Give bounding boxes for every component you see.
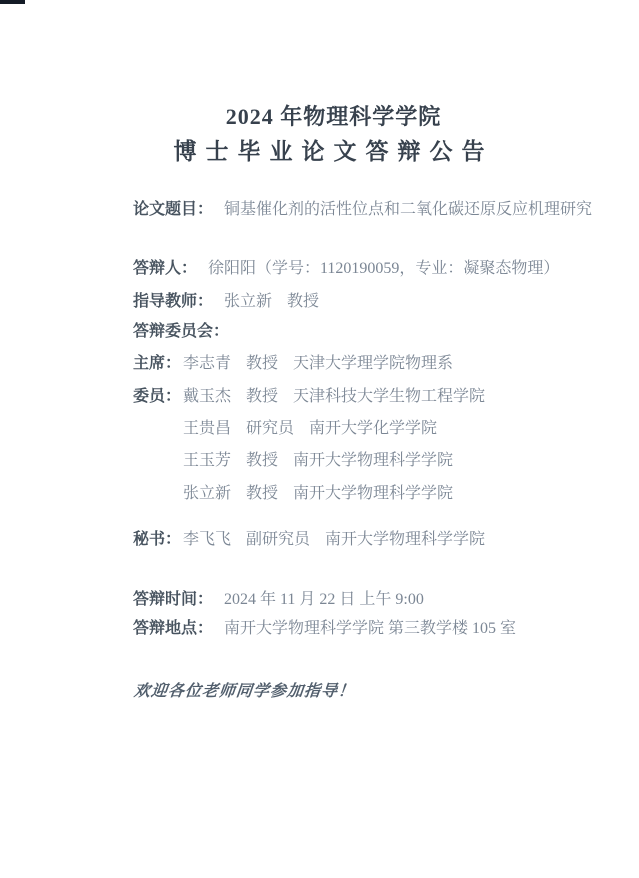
members-label: 委员： <box>133 388 182 405</box>
chair-affiliation: 天津大学理学院物理系 <box>293 355 454 372</box>
chair-name: 李志青 <box>183 355 232 372</box>
member-title: 教授 <box>246 388 279 405</box>
member-title: 教授 <box>246 485 279 502</box>
member-affiliation: 南开大学物理科学学院 <box>293 485 454 502</box>
member-title: 教授 <box>246 452 279 469</box>
document-body <box>133 200 593 701</box>
candidate-value: 徐阳阳（学号：1120190059，专业：凝聚态物理） <box>208 260 560 277</box>
secretary-affiliation: 南开大学物理科学学院 <box>325 531 486 548</box>
defense-venue-label: 答辩地点： <box>133 620 214 637</box>
committee-header-row <box>133 322 579 341</box>
secretary-name: 李飞飞 <box>183 531 232 548</box>
thesis-title-label: 论文题目： <box>133 201 214 218</box>
page-title-announcement: 博士毕业论文答辩公告 <box>173 139 494 164</box>
member-title: 研究员 <box>246 420 295 437</box>
committee-chair-row <box>133 354 579 373</box>
defense-time-row <box>133 590 579 609</box>
advisor-title: 教授 <box>287 293 320 310</box>
advisor-row <box>133 292 579 311</box>
page-title-year-college: 2024 年物理科学学院 <box>225 104 442 129</box>
chair-label: 主席： <box>133 355 182 372</box>
member-name: 王贵昌 <box>183 420 232 437</box>
secretary-title: 副研究员 <box>246 531 311 548</box>
thesis-title-row <box>133 200 593 219</box>
secretary-label: 秘书： <box>133 531 182 548</box>
defense-venue-value: 南开大学物理科学学院 第三教学楼 105 室 <box>224 620 517 637</box>
thesis-title-value: 铜基催化剂的活性位点和二氧化碳还原反应机理研究 <box>224 201 593 218</box>
advisor-name: 张立新 <box>224 293 273 310</box>
member-name: 戴玉杰 <box>183 388 232 405</box>
member-affiliation: 天津科技大学生物工程学院 <box>293 388 486 405</box>
closing-welcome-line: 欢迎各位老师同学参加指导！ <box>133 683 356 700</box>
chair-title: 教授 <box>246 355 279 372</box>
defense-venue-row <box>133 619 579 638</box>
defense-time-value: 2024 年 11 月 22 日 上午 9:00 <box>224 591 424 608</box>
committee-header-label: 答辩委员会： <box>133 323 230 340</box>
candidate-row <box>133 259 579 278</box>
defense-time-label: 答辩时间： <box>133 591 214 608</box>
committee-member-row <box>133 387 579 406</box>
candidate-label: 答辩人： <box>133 260 198 277</box>
secretary-row <box>133 530 579 549</box>
member-affiliation: 南开大学化学学院 <box>309 420 438 437</box>
advisor-label: 指导教师： <box>133 293 214 310</box>
member-name: 王玉芳 <box>183 452 232 469</box>
committee-member-row <box>133 419 579 438</box>
document-header <box>14 0 639 167</box>
committee-member-row <box>133 484 579 503</box>
member-name: 张立新 <box>183 485 232 502</box>
committee-member-row <box>133 451 579 470</box>
member-affiliation: 南开大学物理科学学院 <box>293 452 454 469</box>
